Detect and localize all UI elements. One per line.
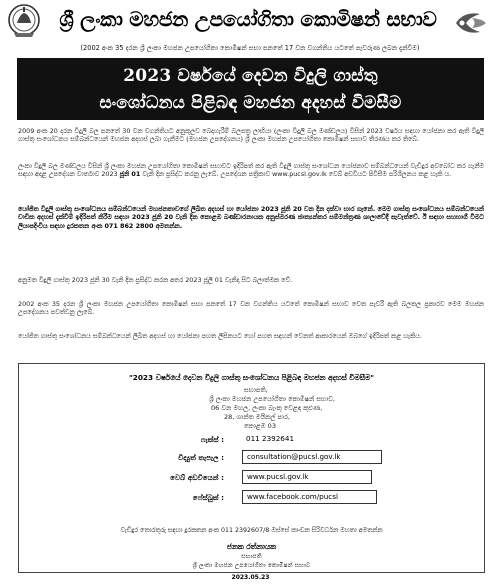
contact-note: වැඩිදුර තොරතුරු සඳහා දුරකතන අංක 011 2392607/8 ඔස්සේ කාංචන සිරිවර්ධන මහතා අමතන්න: [120, 527, 383, 534]
act-reference: (2002 අංක 35 දරන ශ්‍රී ලංකා මහජන උපයෝගිතා කොමිෂන් සභා පනතේ 17 වන වගන්තිය යටතේ පැවරුණ ලබන දැන්වීම): [80, 44, 420, 52]
paragraph-legal-basis: 2002 අංක 35 දරන ශ්‍රී ලංකා මහජන උපයෝගිතා කොමිෂන් සභා පනතේ 17 වන වගන්තිය යටතේ කොමිෂන් සභාව වෙත පැවරී ඇති බලතල ප්‍රකාරව මෙම මහජන උපදේශනය පවත්වනු ලැබේ.: [18, 300, 484, 317]
paragraph-effective-date: අනුමත විදුලි ගාස්තු 2023 ජූනි 30 වැනි දින ප්‍රසිද්ධ කරන අතර 2023 ජූලි 01 වැනිදා සිට බලාත්මක වේ.: [18, 276, 293, 284]
p2-text-a: ලංකා විදුලි බල මණ්ඩලය විසින් ශ්‍රී ලංකා මහජන උපයෝගිතා කොමිෂන් සභාවට ඉදිරිපත් කර ඇති විදුලි ගාස්තු සංශෝධන යෝජනාව සම්බන්ධයෙන් වැඩිදුර අවබෝධ කර ගැනීම සඳහා අදාළ උපදේශන වාර්තාව 2023: [18, 162, 484, 179]
facebook-label: ෆේස්බුක් :: [192, 493, 224, 502]
header: [6, 2, 494, 42]
email-address[interactable]: consultation@pucsl.gov.lk: [242, 450, 382, 464]
address-box-title: "2023 වර්ෂයේ දෙවන විදුලි ගාස්තු සංශෝධනය පිළිබඳ මහජන අදහස් විමසීම": [128, 373, 375, 382]
address-line-2: ශ්‍රී ලංකා මහජන උපයෝගිතා කොමිෂන් සභාව,: [209, 395, 335, 403]
email-label: විද්‍යුත් තැපැල :: [178, 453, 224, 462]
notice-date: 2023.05.23: [231, 574, 270, 581]
address-line-1: සභාපති,: [244, 386, 268, 394]
organization-title: ශ්‍රී ලංකා මහජන උපයෝගිතා කොමිෂන් සභාව: [59, 7, 437, 31]
website-label: වෙබ් අඩවියෙන් :: [170, 473, 224, 482]
fax-label: ෆැක්ස් :: [200, 435, 224, 444]
signer-organization: ශ්‍රී ලංකා මහජන උපයෝගිතා කොමිෂන් සභාව: [192, 562, 311, 569]
p2-date: ජූනි 01: [119, 170, 141, 179]
address-line-4: 28, ශාන්ත මයිකල් පාර,: [224, 413, 290, 421]
paragraph-how-to-submit: යෝජිත ගාස්තු සංශෝධනය සම්බන්ධයෙන් ලිඛිත අදහස් හා යෝජනා පහත ලිපිනයට හෝ පහත සඳහන් වෙනත් ආකාරයෙන් ඔබගේ ඉදිරිපත් කළ හැකිය.: [18, 332, 422, 340]
address-line-5: කොළඹ 03: [244, 422, 276, 430]
paragraph-intro: 2009 අංක 20 දරන විදුලි බල පනතේ 30 වන වගන්තියට අනුකූලව බෙදාහැරීම් බලපත්‍ර ලාභියා (ලංකා විදුලි බල මණ්ඩලය) විසින් 2023 වර්ෂය සඳහා යෝජනා කර ඇති විදුලි ගාස්තු සංශෝධනය සම්බන්ධයෙන් මහජන අදහස් ලබා ගැනීමට (මහජන උපදේශනය) ශ්‍රී ලංකා මහජන උපයෝගිතා කොමිෂන් සභාව තීරණය කර තිබේ.: [18, 127, 484, 144]
paragraph-submissions: [18, 205, 484, 230]
title-banner: [17, 58, 484, 120]
banner-line-1: 2023 වර්ෂයේ දෙවන විදුලි ගාස්තු: [123, 66, 378, 86]
pucsl-logo-icon: [450, 8, 490, 38]
p2-text-c: වැනි දින ප්‍රසිද්ධ කරනු ලැබේ. උපදේශන පත්‍රිකාව www.pucsl.gov.lk වෙබ් අඩවියට පිවිසීම පරිශීලනය කළ හැකි ය.: [142, 170, 452, 179]
address-line-3: 06 වන මහල, ලංකා බැංකු වෙළඳ කුළුණ,: [211, 404, 323, 412]
sri-lanka-emblem-icon: [8, 3, 40, 39]
address-box: [18, 363, 485, 573]
p3-text-a: යෝජිත විදුලි ගාස්තු සංශෝධනය සම්බන්ධයෙන් මහජනතාවගේ ලිඛිත අදහස් හා යෝජනා 2023 ජූනි 20 වන දින දක්වා භාර ගැනේ. මෙම ගාස්තු සංශෝධනය සම්බන්ධයෙන් වාචික අදහස් දැක්වීම් ඉදිරිපත් කිරීම සඳහා 2023 ජූනි 20 වැනි දින කොළඹ බණ්ඩාරනායක අනුස්මරණ ජාත්‍යන්තර සම්මන්ත්‍රණ ශාලාවේදී පැවැත්වේ. ඊ සඳහා සහභාගී වීමට ලියාපදිංචිය සඳහා දුරකතන අංක: [18, 205, 484, 230]
signer-title: සභාපති: [241, 553, 262, 560]
fax-number: 011 2392641: [246, 434, 295, 443]
facebook-address[interactable]: www.facebook.com/pucsl: [242, 490, 377, 504]
banner-line-2: සංශෝධනය පිළිබඳ මහජන අදහස් විමසීම: [99, 93, 402, 113]
website-address[interactable]: www.pucsl.gov.lk: [242, 470, 372, 484]
paragraph-consultation-paper: [18, 162, 484, 179]
p3-text-b: අමතන්න.: [155, 221, 183, 230]
p3-phone: 071 862 2800: [104, 221, 154, 230]
signer-name: ජනක රත්නායක: [226, 542, 277, 551]
